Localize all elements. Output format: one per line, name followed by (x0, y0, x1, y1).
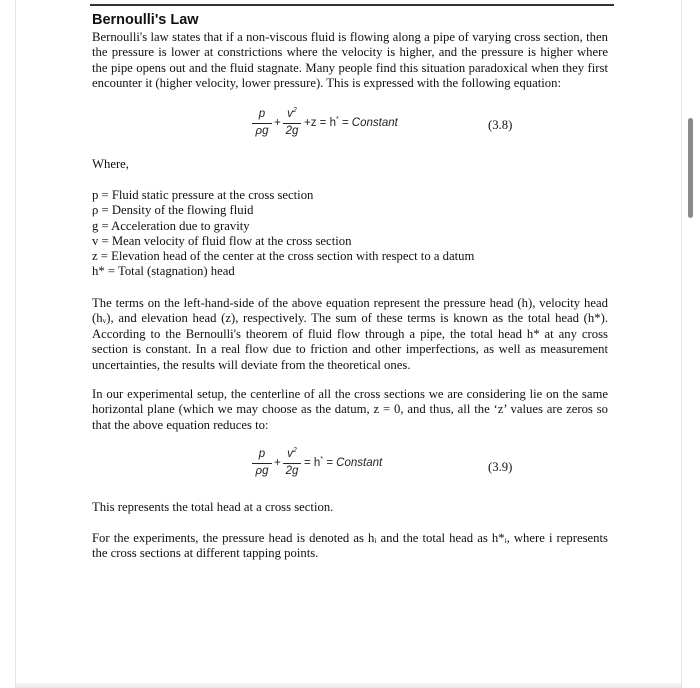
equation-number: (3.8) (488, 118, 513, 132)
where-label: Where, (92, 157, 129, 171)
velocity-fraction (283, 448, 301, 482)
fraction-denominator: 2g (285, 465, 299, 477)
fraction-numerator: p (258, 448, 266, 460)
head-terms-paragraph: The terms on the left-hand-side of the above equation represent the pressure head (h), velocity head (hᵥ), and elevation head (z), respectively. The sum of these terms is known as the total head (h*). According to the Bernoulli's theorem of fluid flow through a pipe, the total head h* at any cross section is constant. In a real flow due to friction and other imperfections, as well as measurement uncertainties, the results will deviate from the theoretical ones. (92, 296, 608, 372)
superscript: 2 (292, 447, 297, 454)
fraction-numerator (283, 448, 301, 460)
definition-item: z = Elevation head of the center at the cross section with respect to a datum (92, 249, 475, 264)
velocity-symbol: v (287, 448, 293, 460)
pressure-fraction (252, 108, 272, 142)
velocity-symbol: v (287, 108, 293, 120)
equation-number: (3.9) (488, 460, 513, 474)
total-head-paragraph: This represents the total head at a cross section. (92, 500, 334, 514)
equation-rhs (304, 117, 398, 129)
pressure-fraction (252, 448, 272, 482)
equation-terms: = h (304, 457, 321, 469)
page-left-edge (15, 0, 16, 688)
constant-term: = Constant (323, 457, 383, 469)
superscript: * (320, 456, 324, 463)
intro-paragraph: Bernoulli's law states that if a non-viscous fluid is flowing along a pipe of varying cross section, then the pressure is lower at constrictions where the velocity is higher, and the pressure is higher where the pipe opens out and the fluid stagnate. Many people find this situation paradoxical when they first encounter it (higher velocity, lower pressure). This is expressed with the following equation: (92, 30, 608, 91)
page-bottom-shadow (16, 683, 681, 688)
definition-item: v = Mean velocity of fluid flow at the cross section (92, 233, 352, 248)
top-rule (90, 4, 614, 6)
superscript: * (335, 116, 339, 123)
scrollbar-thumb[interactable] (688, 118, 693, 218)
fraction-bar (283, 123, 301, 124)
fraction-denominator: 2g (285, 125, 299, 137)
constant-term: = Constant (338, 117, 398, 129)
experimental-setup-paragraph: In our experimental setup, the centerline of all the cross sections we are considering lie on the same horizontal plane (which we may choose as the datum, z = 0, and thus, all the ‘z’ values are zeros so that the above equation reduces to: (92, 387, 608, 432)
velocity-fraction (283, 108, 301, 142)
equation-3-8 (252, 108, 412, 144)
fraction-bar (283, 463, 301, 464)
definition-item: p = Fluid static pressure at the cross section (92, 188, 314, 202)
page-right-edge (681, 0, 682, 688)
equation-terms: +z = h (304, 117, 336, 129)
equation-rhs (304, 457, 382, 469)
definition-item: ρ = Density of the flowing fluid (92, 203, 254, 218)
equation-3-9 (252, 448, 412, 484)
fraction-bar (252, 123, 272, 124)
fraction-denominator: ρg (255, 465, 269, 477)
notation-paragraph: For the experiments, the pressure head is denoted as hᵢ and the total head as h*ᵢ, where i represents the cross sections at different tapping points. (92, 531, 608, 561)
definitions-list (92, 188, 474, 280)
fraction-denominator: ρg (255, 125, 269, 137)
fraction-bar (252, 463, 272, 464)
definition-item: h* = Total (stagnation) head (92, 264, 235, 279)
section-heading: Bernoulli's Law (92, 12, 199, 28)
fraction-numerator (283, 108, 301, 120)
fraction-numerator: p (258, 108, 266, 120)
plus-sign: + (274, 457, 281, 469)
superscript: 2 (292, 107, 297, 114)
plus-sign: + (274, 117, 281, 129)
definition-item: g = Acceleration due to gravity (92, 218, 250, 233)
